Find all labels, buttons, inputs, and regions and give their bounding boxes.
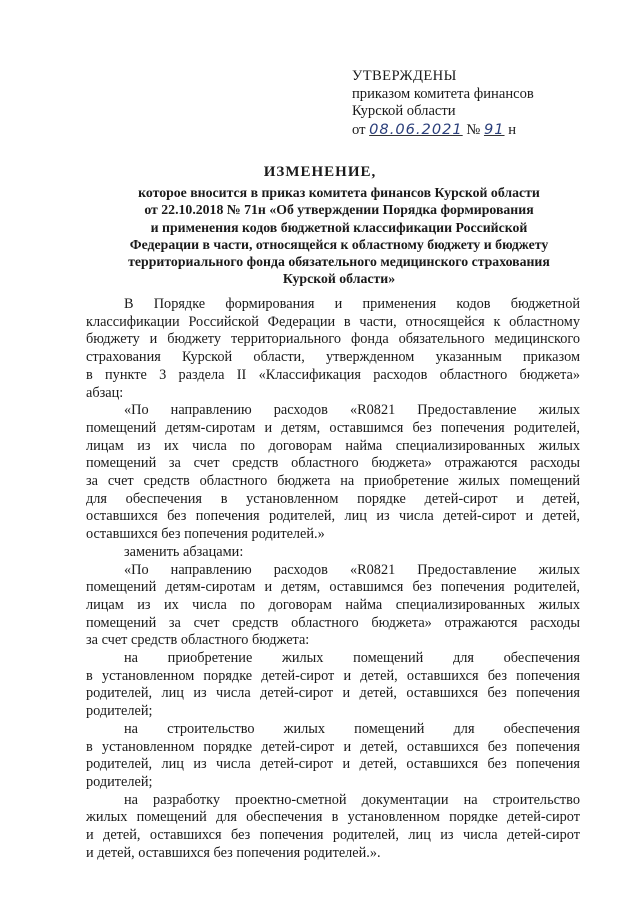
subtitle-line: Курской области»: [282, 271, 396, 287]
body-line: и детей, оставшихся без попечения родителей, лиц из числа детей-сирот: [86, 827, 580, 844]
body-line: за счет средств областного бюджета на приобретение жилых помещений: [86, 473, 580, 490]
body-line: родителей;: [86, 773, 153, 790]
date-prefix: от: [352, 121, 366, 138]
body-line: оставшихся без попечения родителей.»: [86, 526, 325, 543]
body-line: заменить абзацами:: [124, 543, 244, 560]
body-line: помещений за счет средств областного бюджета» отражаются расходы: [86, 455, 580, 472]
body-line: на строительство жилых помещений для обеспечения: [124, 720, 580, 737]
body-line: «По направлению расходов «R0821 Предоставление жилых: [124, 561, 580, 578]
body-line: на приобретение жилых помещений для обеспечения: [124, 650, 580, 667]
body-line: и детей, оставшихся без попечения родителей.».: [86, 844, 381, 861]
body-line: жилых помещений для обеспечения в установленном порядке детей-сирот: [86, 809, 580, 826]
handwritten-number: 91: [483, 120, 505, 138]
number-prefix: №: [466, 121, 481, 138]
body-line: лицам из их числа по договорам найма специализированных жилых: [86, 596, 580, 613]
body-line: страхования Курской области, утвержденном указанным приказом: [86, 349, 580, 366]
body-line: бюджету и бюджету территориального фонда обязательного медицинского: [86, 331, 580, 348]
body-line: для обеспечения в установленном порядке детей-сирот и детей,: [86, 490, 580, 507]
body-line: в установленном порядке детей-сирот и детей, оставшихся без попечения: [86, 667, 580, 684]
document-title: ИЗМЕНЕНИЕ,: [263, 164, 377, 180]
approval-heading: УТВЕРЖДЕНЫ: [352, 68, 457, 84]
document-subtitle: [96, 184, 582, 288]
number-suffix: н: [508, 121, 516, 138]
handwritten-date: 08.06.2021: [369, 120, 463, 138]
body-line: оставшихся без попечения родителей, лиц из числа детей-сирот и детей,: [86, 508, 580, 525]
approval-line-region: Курской области: [352, 103, 456, 119]
subtitle-line: Федерации в части, относящейся к областному бюджету и бюджету: [129, 236, 549, 252]
subtitle-line: от 22.10.2018 № 71н «Об утверждении Порядка формирования: [144, 202, 534, 218]
approval-line-order: приказом комитета финансов: [352, 85, 534, 102]
body-line: лицам из их числа по договорам найма специализированных жилых: [86, 437, 580, 454]
subtitle-line: которое вносится в приказ комитета финансов Курской области: [138, 185, 540, 200]
body-line: родителей, лиц из числа детей-сирот и детей, оставшихся без попечения: [86, 756, 580, 773]
body-line: помещений детям-сиротам и детям, оставшимся без попечения родителей,: [86, 419, 580, 436]
body-line: родителей;: [86, 703, 153, 720]
body-line: в пункте 3 раздела II «Классификация расходов областного бюджета»: [86, 366, 580, 383]
subtitle-line: и применения кодов бюджетной классификации Российской: [150, 219, 528, 235]
approval-date-line: [352, 121, 534, 140]
approval-block: [352, 68, 534, 139]
body-line: на разработку проектно-сметной документации на строительство: [124, 791, 580, 808]
body-line: абзац:: [86, 384, 124, 401]
body-line: помещений детям-сиротам и детям, оставшимся без попечения родителей,: [86, 579, 580, 596]
body-line: В Порядке формирования и применения кодов бюджетной: [124, 296, 580, 312]
body-line: «По направлению расходов «R0821 Предоставление жилых: [124, 402, 580, 419]
body-line: классификации Российской Федерации в части, относящейся к областному: [86, 313, 580, 330]
document-body: [86, 296, 580, 863]
body-line: в установленном порядке детей-сирот и детей, оставшихся без попечения: [86, 738, 580, 755]
body-line: родителей, лиц из числа детей-сирот и детей, оставшихся без попечения: [86, 685, 580, 702]
body-line: за счет средств областного бюджета:: [86, 632, 310, 649]
subtitle-line: территориального фонда обязательного медицинского страхования: [128, 254, 550, 270]
body-line: помещений за счет средств областного бюджета» отражаются расходы: [86, 614, 580, 631]
